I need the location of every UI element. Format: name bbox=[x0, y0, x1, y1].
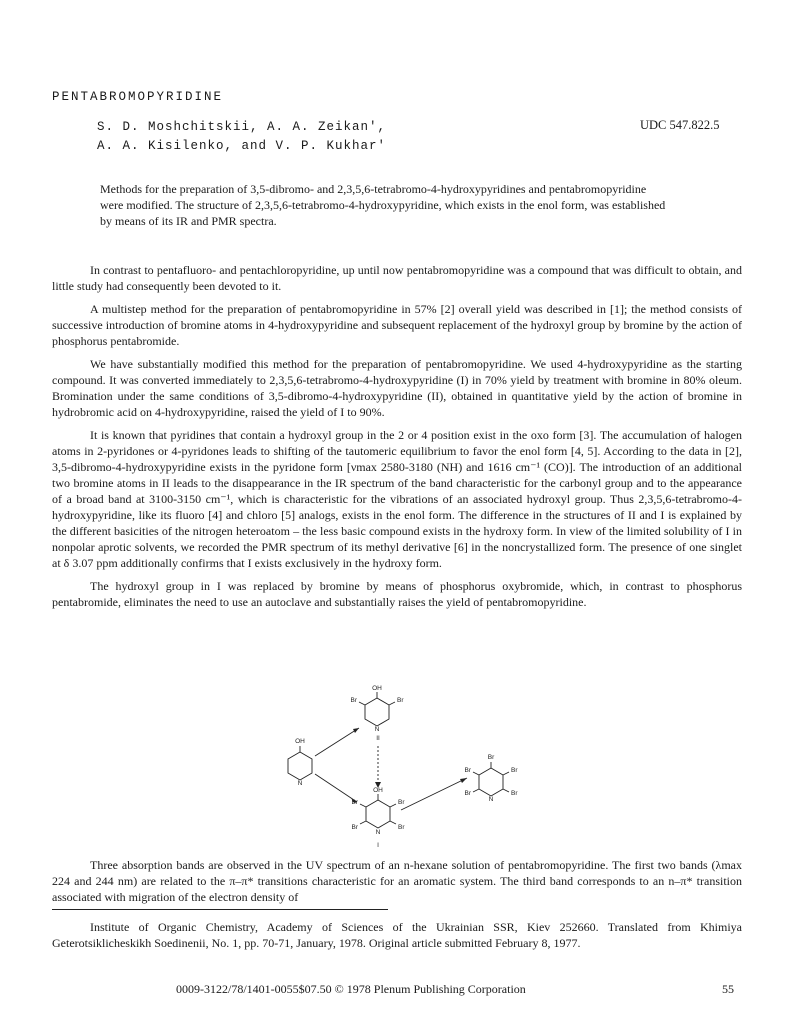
scheme-br-label: Br bbox=[464, 767, 471, 774]
scheme-n-label: N bbox=[297, 780, 303, 787]
paragraph-1: In contrast to pentafluoro- and pentachloropyridine, up until now pentabromopyridine was a compound that was difficult to obtain, and little study had consequently been devoted to it. bbox=[52, 263, 742, 293]
scheme-br-label: Br bbox=[398, 824, 405, 831]
paragraph-5: The hydroxyl group in I was replaced by bromine by means of phosphorus oxybromide, which, in contrast to phosphorus pentabromide, eliminates the need to use an autoclave and substantially raises the yield of pentabromopyridine. bbox=[52, 579, 742, 609]
paragraph-6: Three absorption bands are observed in the UV spectrum of an n-hexane solution of pentabromopyridine. The first two bands (λmax 224 and 244 nm) are related to the π–π* transitions characteristic for an aromatic system. The third band corresponds to an n–π* transition associated with migration of the electron density of bbox=[52, 858, 742, 904]
scheme-br-label: Br bbox=[351, 824, 358, 831]
scheme-oh-label: OH bbox=[295, 738, 305, 745]
page-number: 55 bbox=[722, 982, 734, 996]
compound-II-label: II bbox=[376, 735, 380, 742]
author-list bbox=[97, 118, 386, 156]
scheme-br-label: Br bbox=[350, 697, 357, 704]
authors-line-1: S. D. Moshchitskii, A. A. Zeikan', bbox=[97, 120, 387, 134]
scheme-n-label: N bbox=[488, 796, 494, 803]
scheme-br-label: Br bbox=[511, 767, 518, 774]
scheme-br-label: Br bbox=[397, 697, 404, 704]
article-title: PENTABROMOPYRIDINE bbox=[52, 90, 224, 104]
footnote-divider bbox=[52, 909, 388, 910]
authors-line-2: A. A. Kisilenko, and V. P. Kukhar' bbox=[97, 139, 387, 153]
footnote bbox=[52, 919, 742, 951]
scheme-oh-label: OH bbox=[373, 787, 383, 794]
body-text-bottom bbox=[52, 857, 742, 912]
scheme-n-label: N bbox=[375, 829, 381, 836]
paragraph-4: It is known that pyridines that contain a hydroxyl group in the 2 or 4 position exist in the oxo form [3]. The accumulation of halogen atoms in 2-pyridones or 4-pyridones leads to shifting of the tautomeric equilibrium to favor the enol form [4, 5]. According to the data in [2], 3,5-dibromo-4-hydroxypyridine exists in the pyridone form [νmax 2580-3180 (NH) and 1616 cm⁻¹ (CO)]. The introduction of an additional two bromine atoms in II leads to the disappearance in the IR spectrum of the band characteristic for the carbonyl group and to the appearance of a broad band at 3100-3150 cm⁻¹, which is characteristic for the vibrations of an associated hydroxyl group. Thus 2,3,5,6-tetrabromo-4-hydroxypyridine, like its fluoro [4] and chloro [5] analogs, exists in the enol form. The difference in the structures of II and I is explained by the different basicities of the nitrogen heteroatom – the less basic compound exists in the hydroxy form. In view of the limited solubility of I in nonpolar aprotic solvents, we recorded the PMR spectrum of its methyl derivative [6] in the noncrystallized form. The presence of one singlet at δ 3.07 ppm additionally confirms that I exists exclusively in the hydroxy form. bbox=[52, 428, 742, 570]
scheme-br-label: Br bbox=[351, 799, 358, 806]
copyright-line: 0009-3122/78/1401-0055$07.50 © 1978 Plenum Publishing Corporation bbox=[176, 982, 526, 996]
scheme-br-label: Br bbox=[511, 790, 518, 797]
scheme-br-label: Br bbox=[398, 799, 405, 806]
footnote-text: Institute of Organic Chemistry, Academy of Sciences of the Ukrainian SSR, Kiev 252660. Translated from Khimiya Geterotsiklicheskikh Soedinenii, No. 1, pp. 70-71, January, 1978. Original article submitted February 8, 1977. bbox=[52, 920, 742, 950]
paragraph-2: A multistep method for the preparation of pentabromopyridine in 57% [2] overall yield was described in [1]; the method consists of successive introduction of bromine atoms in 4-hydroxypyridine and subsequent replacement of the hydroxyl group by bromine by the action of phosphorus pentabromide. bbox=[52, 302, 742, 348]
abstract: Methods for the preparation of 3,5-dibromo- and 2,3,5,6-tetrabromo-4-hydroxypyridines and pentabromopyridine were modified. The structure of 2,3,5,6-tetrabromo-4-hydroxypyridine, which exists in the enol form, was established by means of its IR and PMR spectra. bbox=[100, 182, 666, 228]
udc-code: UDC 547.822.5 bbox=[640, 118, 720, 132]
scheme-br-label: Br bbox=[487, 754, 495, 761]
scheme-br-label: Br bbox=[464, 790, 471, 797]
body-text-top bbox=[52, 262, 742, 617]
reaction-scheme bbox=[275, 684, 535, 854]
scheme-n-label: N bbox=[374, 726, 380, 733]
paragraph-3: We have substantially modified this method for the preparation of pentabromopyridine. We used 4-hydroxypyridine as the starting compound. It was converted immediately to 2,3,5,6-tetrabromo-4-hydroxypyridine (I) in 70% yield by treatment with bromine in 80% oleum. Bromination under the same conditions of 3,5-dibromo-4-hydroxypyridine (II), obtained in quantitative yield by the action of bromine in hydrobromic acid on 4-hydroxypyridine, raised the yield of I to 90%. bbox=[52, 357, 742, 419]
scheme-oh-label: OH bbox=[372, 685, 382, 692]
compound-I-label: I bbox=[377, 842, 379, 849]
